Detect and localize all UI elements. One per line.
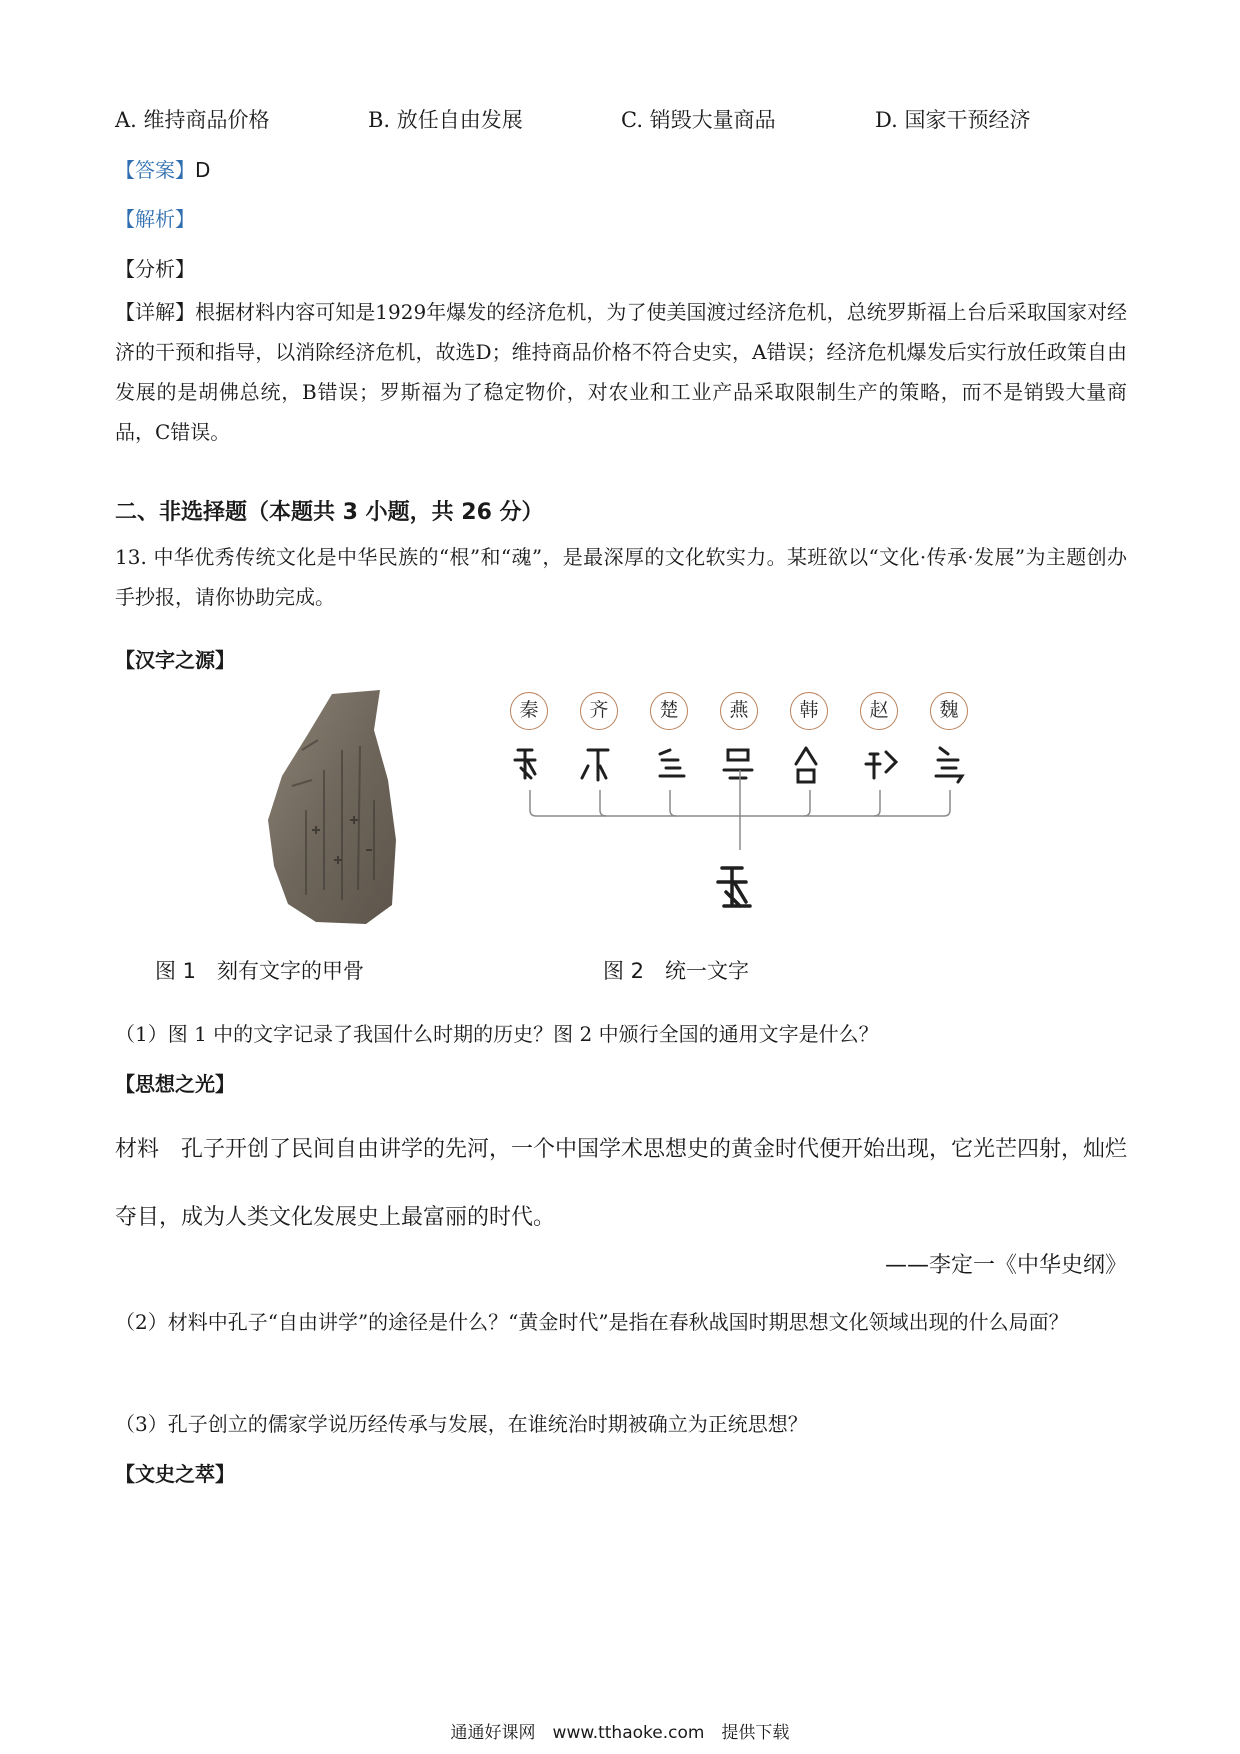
glyph-qi-icon <box>582 750 608 780</box>
question-3: （3）孔子创立的儒家学说历经传承与发展，在谁统治时期被确立为正统思想？ <box>115 1412 808 1436</box>
oracle-bone-image <box>262 690 400 926</box>
state-seal-zhao: 赵 <box>860 692 898 730</box>
question-13: 13. 中华优秀传统文化是中华民族的“根”和“魂”，是最深厚的文化软实力。某班欲以“文化·传承·发展”为主题创办手抄报，请你协助完成。 <box>115 545 1127 609</box>
state-seal-chu: 楚 <box>650 692 688 730</box>
state-seal-han: 韩 <box>790 692 828 730</box>
glyph-yan-icon <box>724 750 752 778</box>
option-a: A. 维持商品价格 <box>115 108 270 132</box>
option-d: D. 国家干预经济 <box>875 108 1031 132</box>
glyph-chu-icon <box>660 750 684 776</box>
glyph-wei-icon <box>936 748 962 782</box>
sixiang-heading: 【思想之光】 <box>115 1072 235 1096</box>
detail-paragraph <box>115 292 1127 452</box>
answer-value: D <box>195 158 211 182</box>
glyph-unified-icon <box>718 868 750 906</box>
option-c: C. 销毁大量商品 <box>621 108 776 132</box>
state-seal-wei: 魏 <box>930 692 968 730</box>
detail-text: 根据材料内容可知是1929年爆发的经济危机，为了使美国渡过经济危机，总统罗斯福上台后采取国家对经济的干预和指导，以消除经济危机，故选D；维持商品价格不符合史实，A错误；经济危机爆发后实行放任政策自由发展的是胡佛总统，B错误；罗斯福为了稳定物价，对农业和工业产品采取限制生产的策略，而不是销毁大量商品，C错误。 <box>115 300 1127 444</box>
glyph-han-icon <box>796 748 816 782</box>
fenxi-label: 【分析】 <box>115 257 195 281</box>
section-heading: 二、非选择题（本题共 3 小题，共 26 分） <box>115 500 544 525</box>
answer-line <box>115 154 210 183</box>
option-b: B. 放任自由发展 <box>368 108 523 132</box>
unify-script-figure <box>500 690 980 930</box>
bracket-connector <box>530 770 950 850</box>
ancient-script-glyphs <box>500 740 980 930</box>
material-source: ——李定一《中华史纲》 <box>884 1253 1127 1278</box>
fig2-caption: 图 2 统一文字 <box>603 959 750 983</box>
answer-tag: 【答案】 <box>115 158 195 182</box>
footer-watermark: 通通好课网 www.tthaoke.com 提供下载 <box>450 1723 790 1743</box>
question-1: （1）图 1 中的文字记录了我国什么时期的历史？图 2 中颁行全国的通用文字是什么？ <box>115 1022 879 1046</box>
wenshi-heading: 【文史之萃】 <box>115 1462 235 1486</box>
state-seal-yan: 燕 <box>720 692 758 730</box>
glyph-zhao-icon <box>866 752 896 778</box>
detail-label: 【详解】 <box>115 300 196 324</box>
state-seal-qin: 秦 <box>510 692 548 730</box>
state-seal-qi: 齐 <box>580 692 618 730</box>
fig1-caption: 图 1 刻有文字的甲骨 <box>155 959 365 983</box>
material-paragraph: 材料 孔子开创了民间自由讲学的先河，一个中国学术思想史的黄金时代便开始出现，它光芒四射，灿烂夺目，成为人类文化发展史上最富丽的时代。 <box>115 1137 1128 1230</box>
hanzi-heading: 【汉字之源】 <box>115 648 235 672</box>
answer-options <box>115 104 1095 140</box>
question-2: （2）材料中孔子“自由讲学”的途径是什么？“黄金时代”是指在春秋战国时期思想文化领域出现的什么局面？ <box>115 1310 1069 1334</box>
analysis-tag: 【解析】 <box>115 207 195 231</box>
glyph-qin-icon <box>515 750 535 778</box>
